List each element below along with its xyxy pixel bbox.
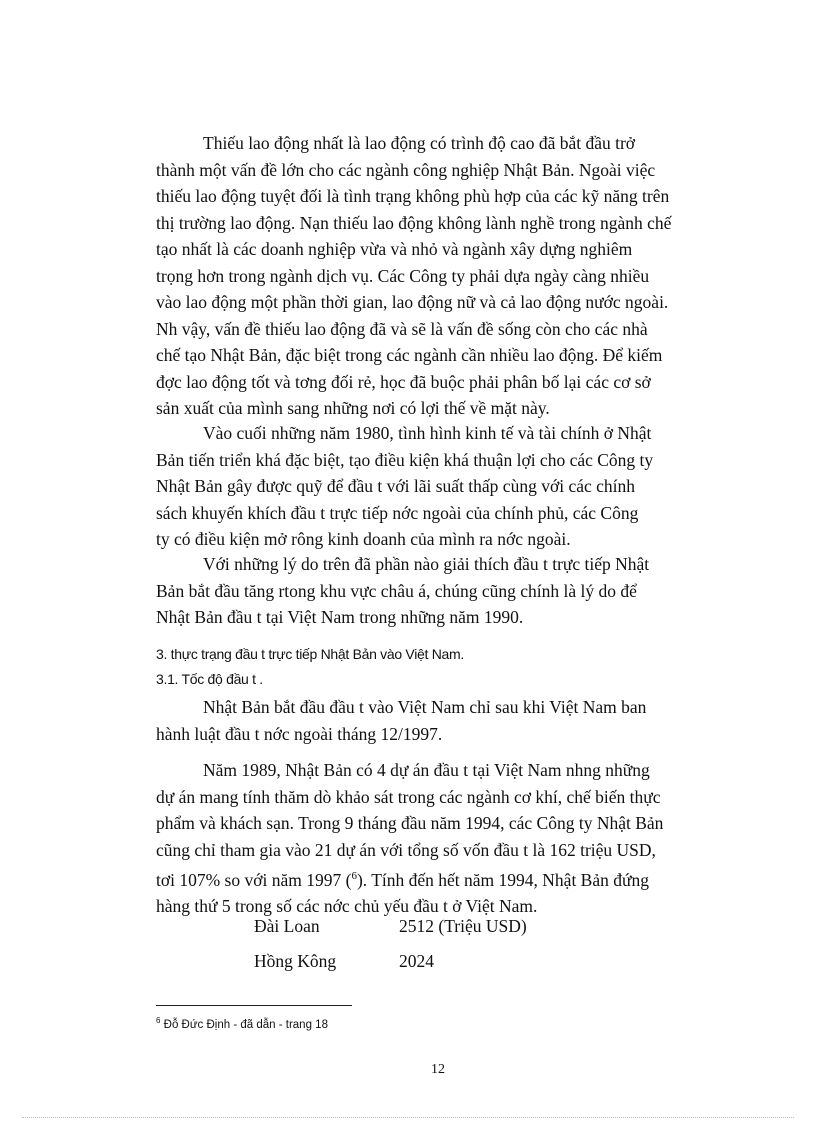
text-line: Bản bắt đầu tăng rtong khu vực châu á, chúng cũng chính là lý do để: [156, 580, 637, 601]
text-line: hàng thứ 5 trong số các nớc chủ yếu đầu t ở Việt Nam.: [156, 896, 538, 917]
text-line: thành một vấn đề lớn cho các ngành công nghiệp Nhật Bản. Ngoài việc: [156, 159, 656, 180]
paragraph-2: [156, 420, 720, 553]
text-line: Nhật Bản gây được quỹ để đầu t với lãi suất thấp cùng với các chính: [156, 476, 635, 496]
subsection-heading: 3.1. Tốc độ đầu t .: [156, 671, 263, 687]
page-number: 12: [431, 1062, 445, 1077]
table-cell-value: 2512 (Triệu USD): [399, 916, 527, 936]
table-cell-value: 2024: [399, 951, 434, 971]
text-line: tạo nhất là các doanh nghiệp vừa và nhỏ và ngành xây dựng nghiêm: [156, 239, 633, 259]
text-line: trọng hơn trong ngành dịch vụ. Các Công ty phải dựa ngày càng nhiều: [156, 265, 650, 286]
text-line: [156, 863, 720, 893]
footnote-ref: 6: [351, 870, 357, 882]
text-line: vào lao động một phần thời gian, lao động nữ và cả lao động nước ngoài.: [156, 292, 669, 312]
table-cell-name: Hồng Kông: [254, 951, 337, 971]
table-row: [254, 916, 527, 937]
text-fragment: tơi 107% so với năm 1997 (: [156, 869, 352, 890]
footnote-text: Đỗ Đức Định - đã dẫn - trang 18: [163, 1018, 328, 1031]
text-line: dự án mang tính thăm dò khảo sát trong các ngành cơ khí, chế biến thực: [156, 786, 661, 807]
table-row: [254, 951, 434, 972]
text-line: Vào cuối những năm 1980, tình hình kinh tế và tài chính ở Nhật: [203, 423, 652, 443]
paragraph-3: [156, 551, 720, 631]
text-line: sản xuất của mình sang những nơi có lợi thế về mặt này.: [156, 398, 550, 418]
paragraph-1: [156, 130, 720, 422]
text-fragment: ). Tính đến hết năm 1994, Nhật Bản đứng: [356, 869, 649, 890]
paragraph-5: [156, 757, 720, 920]
text-line: Năm 1989, Nhật Bản có 4 dự án đầu t tại Việt Nam nhng những: [203, 760, 650, 780]
text-line: chế tạo Nhật Bản, đặc biệt trong các ngành cần nhiều lao động. Để kiếm: [156, 345, 663, 365]
text-line: Bản tiến triển khá đặc biệt, tạo điều kiện khá thuận lợi cho các Công ty: [156, 449, 654, 470]
text-line: hành luật đầu t nớc ngoài tháng 12/1997.: [156, 723, 443, 744]
text-line: Với những lý do trên đã phần nào giải thích đầu t trực tiếp Nhật: [203, 554, 650, 574]
text-line: Thiếu lao động nhất là lao động có trình độ cao đã bắt đầu trở: [203, 133, 636, 153]
text-line: cũng chỉ tham gia vào 21 dự án với tổng số vốn đầu t là 162 triệu USD,: [156, 839, 656, 860]
footnote: [156, 1016, 328, 1031]
text-line: thị trường lao động. Nạn thiếu lao động không lành nghề trong ngành chế: [156, 212, 672, 233]
text-line: Nhật Bản bắt đầu đầu t vào Việt Nam chỉ sau khi Việt Nam ban: [203, 697, 647, 717]
footnote-mark: 6: [156, 1016, 161, 1025]
text-line: sách khuyến khích đầu t trực tiếp nớc ngoài của chính phủ, các Công: [156, 502, 639, 523]
text-line: Nh vậy, vấn đề thiếu lao động đã và sẽ là vấn đề sống còn cho các nhà: [156, 318, 648, 339]
section-heading: 3. thực trạng đầu t trực tiếp Nhật Bản vào Việt Nam.: [156, 646, 464, 662]
page-bottom-divider: [22, 1117, 794, 1118]
text-line: Nhật Bản đầu t tại Việt Nam trong những năm 1990.: [156, 607, 524, 627]
text-line: ty có điều kiện mở rông kinh doanh của mình ra nớc ngoài.: [156, 529, 571, 549]
footnote-divider: [156, 1005, 352, 1006]
table-cell-name: Đài Loan: [254, 916, 320, 936]
paragraph-4: [156, 694, 720, 747]
text-line: phẩm và khách sạn. Trong 9 tháng đầu năm 1994, các Công ty Nhật Bản: [156, 813, 664, 833]
text-line: đợc lao động tốt và tơng đối rẻ, học đã buộc phải phân bố lại các cơ sở: [156, 371, 651, 392]
text-line: thiếu lao động tuyệt đối là tình trạng không phù hợp của các kỹ năng trên: [156, 186, 670, 206]
